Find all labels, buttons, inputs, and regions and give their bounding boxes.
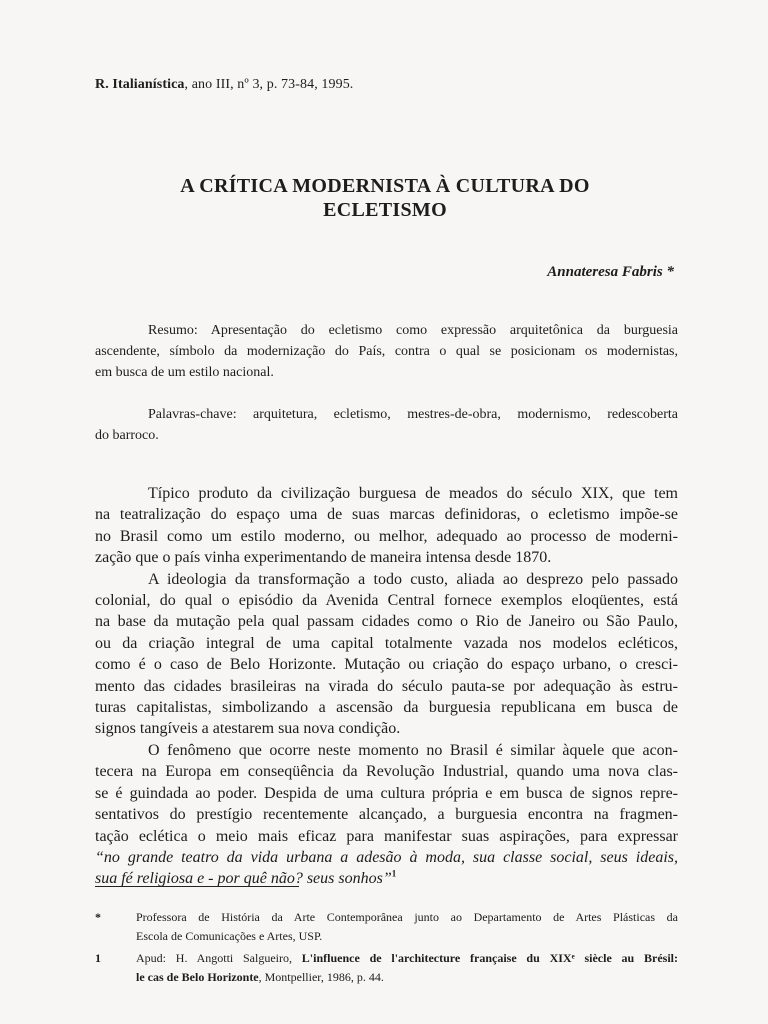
resumo-line: em busca de um estilo nacional. [95, 365, 274, 380]
article-title [95, 174, 675, 222]
body-line: ou da criação integral de uma capital totalmente vazada nos modelos ecléticos, [95, 634, 678, 652]
footnote-1 [95, 949, 678, 987]
journal-reference [95, 77, 353, 93]
footnote-mark: 1 [95, 951, 101, 965]
body-line: signos tangíveis a atestarem sua nova condição. [95, 720, 401, 738]
body-quote-text: sua fé religiosa e - por quê não? seus sonhos” [95, 870, 392, 888]
footnote-suffix: , Montpellier, 1986, p. 44. [258, 970, 384, 984]
body-line: tecera na Europa em conseqüência da Revolução Industrial, quando uma nova clas- [95, 763, 678, 781]
resumo-line: Resumo: Apresentação do ecletismo como expressão arquitetônica da burguesia [148, 323, 678, 338]
footnotes [95, 908, 678, 987]
journal-name: R. Italianística [95, 77, 185, 92]
body-line: O fenômeno que ocorre neste momento no Brasil é similar àquele que acon- [148, 741, 678, 759]
body-line: na teatralização do espaço uma de suas marcas definidoras, o ecletismo impõe-se [95, 506, 678, 524]
body-line: zação que o país vinha experimentando de maneira intensa desde 1870. [95, 549, 552, 567]
body-line: sentativos do prestígio recentemente alcançado, a burguesia encontra na fragmen- [95, 806, 678, 824]
body-quote-line: “no grande teatro da vida urbana a adesão à moda, sua classe social, seus ideais, [95, 848, 678, 866]
body-line: colonial, do qual o episódio da Avenida Central fornece exemplos eloqüentes, está [95, 592, 678, 610]
article-title-line-1: A CRÍTICA MODERNISTA À CULTURA DO [180, 175, 590, 197]
article-title-line-2: ECLETISMO [323, 199, 447, 221]
resumo-line: ascendente, símbolo da modernização do País, contra o qual se posicionam os modernistas, [95, 344, 678, 359]
footnote-line: Professora de História da Arte Contemporânea junto ao Departamento de Artes Plásticas da [136, 910, 678, 924]
body-line: no Brasil como um estilo moderno, ou melhor, adequado ao processo de moderni- [95, 527, 678, 545]
body-line: mento das cidades brasileiras na virada do século pauta-se por adequação às estru- [95, 677, 678, 695]
body-line: A ideologia da transformação a todo custo, aliada ao desprezo pelo passado [148, 570, 678, 588]
resumo-paragraph [95, 320, 678, 383]
keywords-line: do barroco. [95, 428, 159, 443]
author-name: Annateresa Fabris * [547, 264, 674, 280]
body-line: tação eclética o meio mais eficaz para manifestar suas aspirações, para expressar [95, 827, 678, 845]
footnote-ref-1[interactable]: 1 [391, 868, 397, 879]
footnote-prefix: Apud: H. Angotti Salgueiro, [136, 951, 302, 965]
abstract [95, 320, 678, 446]
keywords-line: Palavras-chave: arquitetura, ecletismo, mestres-de-obra, modernismo, redescoberta [148, 407, 678, 422]
body-line: na base da mutação pela qual passam cidades como o Rio de Janeiro ou São Paulo, [95, 613, 678, 631]
body-line: como é o caso de Belo Horizonte. Mutação ou criação do espaço urbano, o cresci- [95, 656, 678, 674]
keywords-paragraph [95, 404, 678, 446]
footnote-author [95, 908, 678, 946]
footnote-work-title-2: le cas de Belo Horizonte [136, 970, 259, 984]
footnote-work-title: L'influence de l'architecture française du XIXᵉ siècle au Brésil: [301, 951, 678, 965]
journal-details: , ano III, nº 3, p. 73-84, 1995. [184, 77, 354, 92]
footnote-line [136, 968, 678, 987]
footnote-divider [95, 886, 299, 887]
body-text [95, 483, 678, 890]
footnote-line [136, 949, 678, 968]
body-line: Típico produto da civilização burguesa de meados do século XIX, que tem [148, 485, 678, 502]
footnote-mark: * [95, 910, 101, 924]
body-line: se é guindada ao poder. Despida de uma cultura própria e em busca de signos repre- [95, 784, 678, 802]
footnote-line: Escola de Comunicações e Artes, USP. [136, 929, 323, 943]
body-line: turas capitalistas, simbolizando a ascensão da burguesia republicana em busca de [95, 699, 678, 717]
